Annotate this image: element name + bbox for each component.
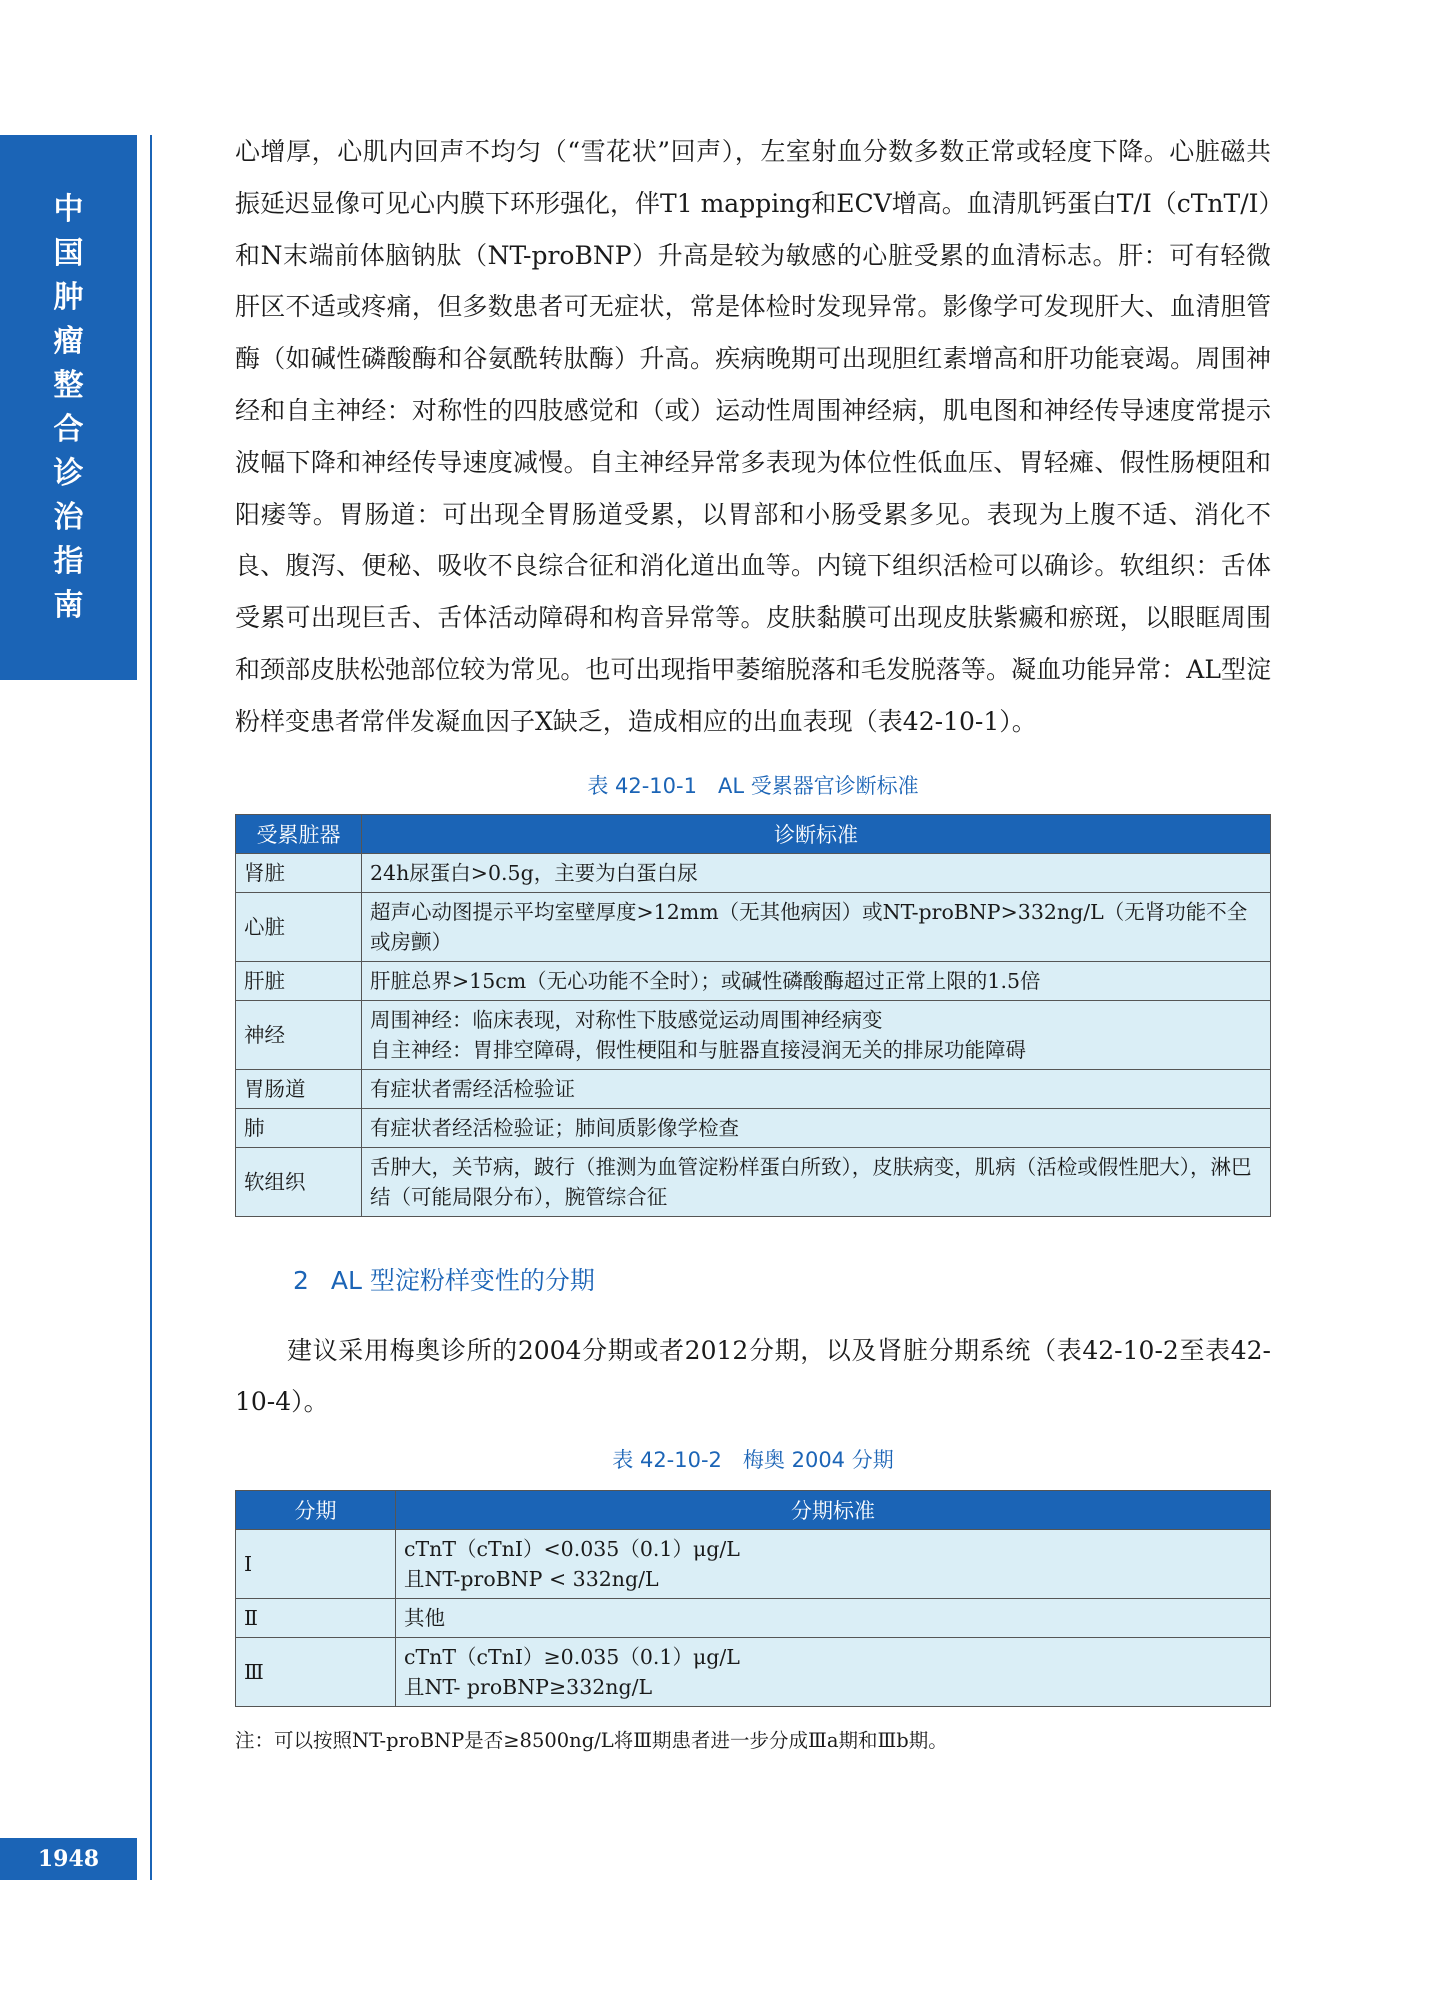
organ-cell: 肺 — [236, 1108, 362, 1147]
organ-cell: 肝脏 — [236, 961, 362, 1000]
table-row — [236, 1638, 1271, 1707]
table-row — [236, 892, 1271, 961]
table-row — [236, 1599, 1271, 1638]
stage-cell: Ⅲ — [236, 1638, 396, 1707]
criteria-cell: 肝脏总界>15cm（无心功能不全时）；或碱性磷酸酶超过正常上限的1.5倍 — [362, 961, 1271, 1000]
chapter-side-tab — [0, 135, 137, 680]
criteria-cell: 舌肿大，关节病，跛行（推测为血管淀粉样蛋白所致），皮肤病变，肌病（活检或假性肥大），淋巴结（可能局限分布），腕管综合征 — [362, 1147, 1271, 1216]
stage-cell: Ⅰ — [236, 1530, 396, 1599]
table-row — [236, 853, 1271, 892]
table1-header-criteria: 诊断标准 — [362, 814, 1271, 853]
criteria-line: cTnT（cTnI）<0.035（0.1）μg/L — [404, 1537, 740, 1562]
table1 — [235, 814, 1271, 1217]
table1-header-row — [236, 814, 1271, 853]
body-paragraph: 心增厚，心肌内回声不均匀（“雪花状”回声），左室射血分数多数正常或轻度下降。心脏磁共振延迟显像可见心内膜下环形强化，伴T1 mapping和ECV增高。血清肌钙蛋白T/I（cTnT/I）和N末端前体脑钠肽（NT-proBNP）升高是较为敏感的心脏受累的血清标志。肝：可有轻微肝区不适或疼痛，但多数患者可无症状，常是体检时发现异常。影像学可发现肝大、血清胆管酶（如碱性磷酸酶和谷氨酰转肽酶）升高。疾病晚期可出现胆红素增高和肝功能衰竭。周围神经和自主神经：对称性的四肢感觉和（或）运动性周围神经病，肌电图和神经传导速度常提示波幅下降和神经传导速度减慢。自主神经异常多表现为体位性低血压、胃轻瘫、假性肠梗阻和阳痿等。胃肠道：可出现全胃肠道受累，以胃部和小肠受累多见。表现为上腹不适、消化不良、腹泻、便秘、吸收不良综合征和消化道出血等。内镜下组织活检可以确诊。软组织：舌体受累可出现巨舌、舌体活动障碍和构音异常等。皮肤黏膜可出现皮肤紫癜和瘀斑，以眼眶周围和颈部皮肤松弛部位较为常见。也可出现指甲萎缩脱落和毛发脱落等。凝血功能异常：AL型淀粉样变患者常伴发凝血因子X缺乏，造成相应的出血表现（表42-10-1）。 — [235, 137, 1271, 736]
table-row — [236, 1069, 1271, 1108]
stage-criteria-cell: 其他 — [396, 1599, 1271, 1638]
table-row — [236, 1147, 1271, 1216]
criteria-cell: 有症状者经活检验证；肺间质影像学检查 — [362, 1108, 1271, 1147]
table2-header-stage: 分期 — [236, 1491, 396, 1530]
organ-cell: 胃肠道 — [236, 1069, 362, 1108]
table-row — [236, 961, 1271, 1000]
table-row — [236, 1108, 1271, 1147]
table2-header-row — [236, 1491, 1271, 1530]
table-row — [236, 1000, 1271, 1069]
stage-criteria-cell — [396, 1530, 1271, 1599]
table1-header-organ: 受累脏器 — [236, 814, 362, 853]
organ-cell: 心脏 — [236, 892, 362, 961]
table-row — [236, 1530, 1271, 1599]
criteria-line: 且NT- proBNP≥332ng/L — [404, 1675, 653, 1700]
book-title-vertical: 中国肿瘤整合诊治指南 — [53, 191, 84, 623]
criteria-cell: 超声心动图提示平均室壁厚度>12mm（无其他病因）或NT-proBNP>332ng/L（无肾功能不全或房颤） — [362, 892, 1271, 961]
margin-rule — [150, 135, 152, 1880]
section-number: 2 — [293, 1265, 309, 1295]
table2-note: 注：可以按照NT-proBNP是否≥8500ng/L将Ⅲ期患者进一步分成Ⅲa期和Ⅲb期。 — [235, 1729, 948, 1753]
stage-criteria-cell — [396, 1638, 1271, 1707]
section-title: AL 型淀粉样变性的分期 — [330, 1265, 595, 1295]
body-paragraph: 建议采用梅奥诊所的2004分期或者2012分期，以及肾脏分期系统（表42-10-2至表42-10-4）。 — [235, 1335, 1271, 1417]
stage-cell: Ⅱ — [236, 1599, 396, 1638]
criteria-cell: 有症状者需经活检验证 — [362, 1069, 1271, 1108]
organ-cell: 神经 — [236, 1000, 362, 1069]
organ-cell: 软组织 — [236, 1147, 362, 1216]
table2 — [235, 1490, 1271, 1707]
criteria-line: cTnT（cTnI）≥0.035（0.1）μg/L — [404, 1645, 740, 1670]
table2-header-criteria: 分期标准 — [396, 1491, 1271, 1530]
page-content — [235, 126, 1271, 1753]
table2-caption: 表 42-10-2 梅奥 2004 分期 — [612, 1448, 894, 1473]
criteria-cell: 24h尿蛋白>0.5g，主要为白蛋白尿 — [362, 853, 1271, 892]
criteria-line: 自主神经：胃排空障碍，假性梗阻和与脏器直接浸润无关的排尿功能障碍 — [370, 1037, 1026, 1062]
criteria-line: 周围神经：临床表现，对称性下肢感觉运动周围神经病变 — [370, 1007, 883, 1032]
section-heading — [235, 1261, 1271, 1297]
organ-cell: 肾脏 — [236, 853, 362, 892]
table1-caption: 表 42-10-1 AL 受累器官诊断标准 — [587, 773, 919, 798]
criteria-line: 且NT-proBNP < 332ng/L — [404, 1567, 659, 1592]
page-number: 1948 — [0, 1838, 137, 1880]
criteria-cell — [362, 1000, 1271, 1069]
